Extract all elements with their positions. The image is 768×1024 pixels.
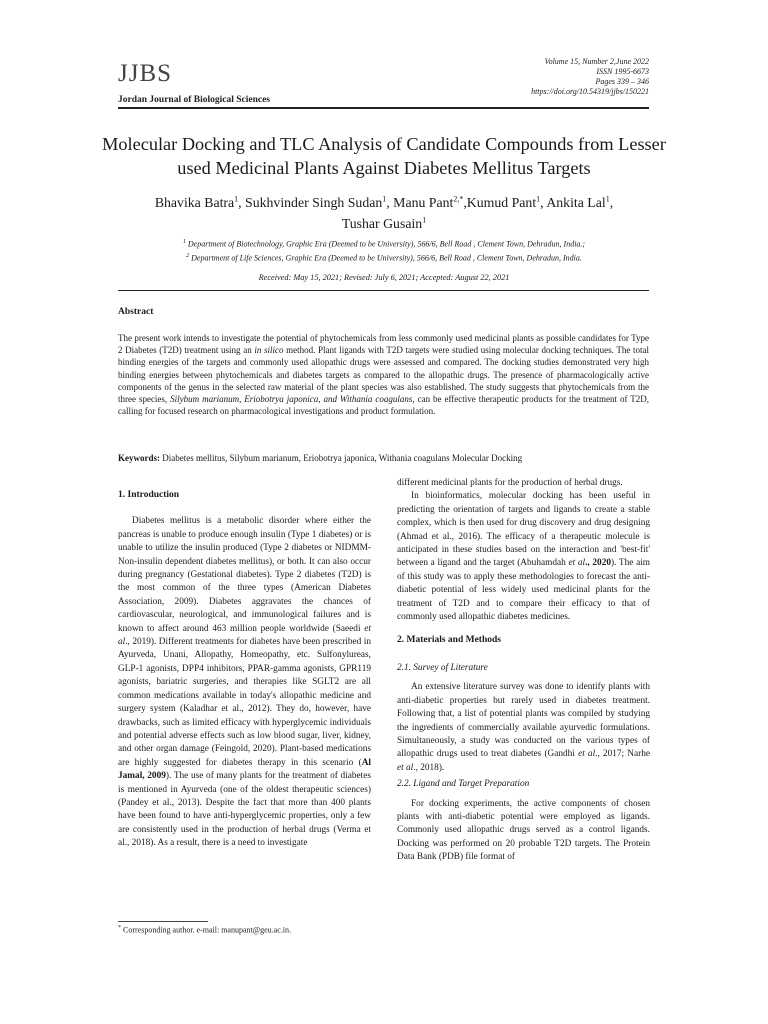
author: Kumud Pant$^1$, <box>466 194 547 210</box>
section-heading-methods: 2. Materials and Methods <box>397 635 501 646</box>
section-heading-introduction: 1. Introduction <box>118 490 180 500</box>
paragraph: Diabetes mellitus is a metabolic disorder where either the pancreas is unable to produce enough insulin (Type 1 diabetes) or is unable to utilize the insulin produced (Type 2 diabetes or NIDMM-Non-insulin dependent diabetes mellitus), or both. It can also occur during pregnancy (Gestational diabetes). Type 2 diabetes (T2D) is the most common of the three types (American Diabetes Association, 2009). Diabetes aggravates the chances of cardiovascular, neurological, and immunological failures and is known to affect around 463 million people worldwide (Saeedi et al., 2019). Different treatments for diabetes have been prescribed in Ayurveda, Unani, Allopathy, Homeopathy, etc. Sulfonylureas, GLP-1 agonists, DPP4 inhibitors, PPAR-gamma agonists, GPR119 agonists, bariatric surgeries, and therapies like SGLT2 are all common medications available in today's allopathic medicine and surgery system (Kaladhar et al., 2012). They do, however, have drawbacks, such as limited efficacy with hyperglycemic individuals and potential adverse effects such as low blood sugar, liver, kidney, and other organ damage (Feingold, 2020). Plant-based medications are highly suggested for diabetes therapy in this scenario (Al Jamal, 2009). The use of many plants for the treatment of diabetes is mentioned in Ayurveda (one of the oldest therapeutic sciences) (Pandey et al., 2013). Despite the fact that more than 400 plants have been found to have anti-hyperglycemic properties, only a few are consistently used in the production of herbal drugs (Verma et al., 2018). As a result, there is a need to investigate <box>118 516 371 849</box>
paragraph: An extensive literature survey was done to identify plants with anti-diabetic properties but rarely used in diabetes treatment. Following that, a list of potential plants was compiled by studying the ingredients of commercially available ayurvedic formulations. Simultaneously, a study was conducted on the various types of allopathic drugs used to treat diabetes (Gandhi et al., 2017; Narhe et al., 2018). <box>397 682 650 773</box>
abstract-text: The present work intends to investigate the potential of phytochemicals from less commonly used medicinal plants as possible candidates for Type 2 Diabetes (T2D) treatment using an in silico method. Plant ligands with T2D targets were studied using molecular docking techniques. The total binding energies of the targets and commonly used allopathic drugs were assessed and compared. The docking studies demonstrated very high binding energies between phytochemicals and diabetes targets as compared to the allopathic drugs. The presence of pharmacologically active components of the genus in the selected raw material of the plant species was also established. The study suggests that phytochemicals from the three species, Silybum marianum, Eriobotrya japonica, and Withania coagulans, can be effective therapeutic products for the treatment of T2D, calling for focused research on pharmacological investigations and product formulation. <box>118 333 649 417</box>
author: Bhavika Batra$^1$, <box>154 194 246 210</box>
issue-metadata <box>531 57 649 97</box>
author: Sukhvinder Singh Sudan$^1$, <box>245 194 394 210</box>
paragraph: In bioinformatics, molecular docking has been useful in predicting the orientation of targets and ligands to create a stable complex, which is then used for drug discovery and drug designing (Ahmad et al., 2016). The efficacy of a therapeutic molecule is anticipated in these studies based on the interaction and 'best-fit' between a ligand and the target (Abuhamdah et al., 2020). The aim of this study was to apply these methodologies to forecast the anti-diabetic potential of less widely used medicinal plants for the treatment of T2D and to compare their efficacy to that of commonly used allopathic diabetes medicines. <box>397 491 651 623</box>
abstract-rule <box>118 290 649 291</box>
author: Ankita Lal$^1$, <box>546 194 614 210</box>
affiliation-1: $^1$ Department of Biotechnology, Graphic Era (Deemed to be University), 566/6, Bell Road , Clement Town, Dehradun, India.; <box>182 239 586 249</box>
subsection-heading: 2.2. Ligand and Target Preparation <box>397 779 530 790</box>
received-dates: Received: May 15, 2021; Revised: July 6, 2021; Accepted: August 22, 2021 <box>258 273 510 282</box>
left-column <box>118 477 371 851</box>
paragraph: different medicinal plants for the production of herbal drugs. <box>397 478 623 488</box>
paper-title: Molecular Docking and TLC Analysis of Candidate Compounds from Lesser used Medicinal Plants Against Diabetes Mellitus Targets <box>102 134 666 178</box>
keywords-label: Keywords: <box>118 453 160 463</box>
journal-logo: JJBS <box>118 60 173 87</box>
footnote: * Corresponding author. e-mail: manupant@geu.ac.in. <box>118 925 291 935</box>
issn-info: ISSN 1995-6673 <box>596 67 649 76</box>
keywords: Keywords: Diabetes mellitus, Silybum marianum, Eriobotrya japonica, Withania coagulans Molecular Docking <box>118 453 523 463</box>
doi-link[interactable]: https://doi.org/10.54319/jjbs/150221 <box>531 87 649 96</box>
subsection-heading: 2.1. Survey of Literature <box>397 662 488 673</box>
author-list <box>100 190 668 233</box>
author: Tushar Gusain$^1$ <box>341 215 427 232</box>
volume-info: Volume 15, Number 2,June 2022 <box>544 57 649 66</box>
right-column <box>397 477 650 865</box>
header-rule <box>118 107 649 109</box>
pages-info: Pages 339 – 346 <box>595 77 649 86</box>
affiliation-2: $^2$ Department of Life Sciences, Graphic Era (Deemed to be University), 566/6, Bell Road , Clement Town, Dehradun, India. <box>186 253 582 263</box>
paragraph: For docking experiments, the active components of chosen plants with anti-diabetic potential were employed as ligands. Commonly used allopathic drugs served as a control ligands. Docking was performed on 20 probable T2D targets. The Protein Data Bank (PDB) file format of <box>397 798 650 863</box>
journal-name: Jordan Journal of Biological Sciences <box>118 95 270 105</box>
abstract-heading: Abstract <box>118 307 154 317</box>
footnote-rule <box>118 921 208 922</box>
author: Manu Pant$^{2,*}$, <box>393 194 467 210</box>
